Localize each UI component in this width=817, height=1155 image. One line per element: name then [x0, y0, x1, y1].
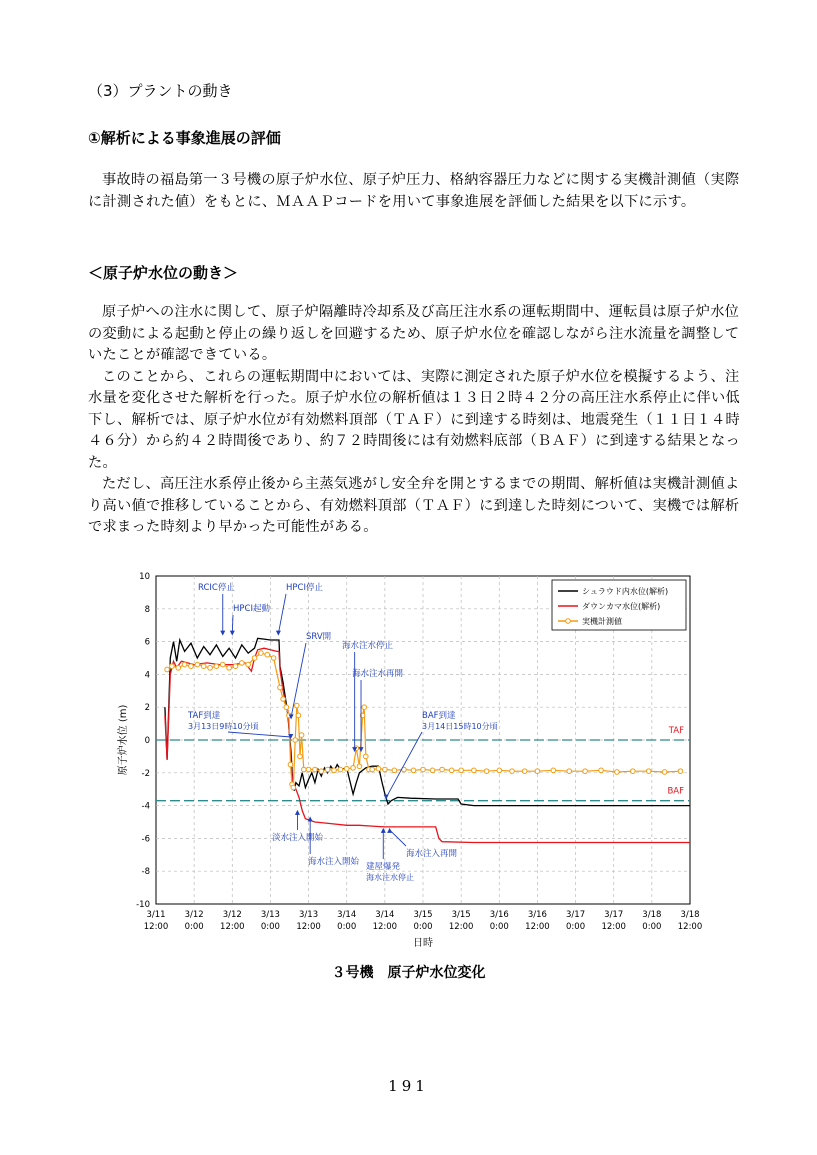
data-point: [313, 767, 318, 772]
x-tick-label: 3/17: [604, 910, 624, 920]
y-tick-label: -8: [141, 867, 150, 878]
data-point: [252, 656, 257, 661]
annotation-label: 海水注水再開: [352, 669, 404, 679]
y-tick-label: 0: [144, 736, 150, 746]
data-point: [497, 768, 502, 773]
x-tick-label: 0:00: [413, 922, 433, 932]
paragraph-1: [88, 170, 750, 213]
x-tick-label: 3/15: [413, 910, 433, 920]
x-tick-label: 3/16: [489, 910, 509, 920]
annotation-label: 海水注入再開: [406, 849, 458, 859]
data-point: [246, 662, 251, 667]
paragraph-4-text: ただし、高圧注水系停止後から主蒸気逃がし安全弁を開とするまでの期間、解析値は実機計測値より高い値で推移していることから、有効燃料頂部（ＴＡＦ）に到達した時刻について、実機では解析で求まった時刻より早かった可能性がある。: [88, 476, 740, 535]
data-point: [271, 656, 276, 661]
annotation-label: RCIC停止: [198, 583, 235, 593]
data-point: [440, 767, 445, 772]
x-tick-label: 12:00: [296, 922, 321, 932]
data-point: [599, 768, 604, 773]
data-point: [319, 769, 324, 774]
data-point: [281, 697, 286, 702]
data-point: [295, 703, 300, 708]
x-tick-label: 12:00: [525, 922, 550, 932]
data-point: [551, 768, 556, 773]
annotation-label: BAF到達: [422, 711, 456, 721]
x-tick-label: 3/12: [222, 910, 242, 920]
data-point: [227, 666, 232, 671]
annotation-label: HPCI起動: [233, 604, 270, 614]
data-point: [392, 768, 397, 773]
data-point: [430, 768, 435, 773]
annotation-sublabel: 3月14日15時10分頃: [422, 722, 498, 731]
legend-label: 実機計測値: [582, 617, 622, 626]
x-tick-label: 3/17: [566, 910, 586, 920]
data-point: [201, 664, 206, 669]
data-point: [278, 685, 283, 690]
water-level-chart: [110, 568, 710, 958]
x-tick-label: 0:00: [566, 922, 586, 932]
data-point: [363, 754, 368, 759]
data-point: [302, 767, 307, 772]
annotation-label: TAF到達: [188, 711, 221, 721]
x-tick-label: 3/11: [146, 910, 166, 920]
data-point: [459, 768, 464, 773]
data-point: [189, 664, 194, 669]
reference-line-label: TAF: [668, 726, 684, 736]
y-tick-label: -2: [141, 768, 150, 779]
data-point: [421, 767, 426, 772]
x-tick-label: 3/15: [451, 910, 471, 920]
data-point: [362, 705, 367, 710]
data-point: [351, 766, 356, 771]
data-point: [357, 764, 362, 769]
data-point: [678, 769, 683, 774]
x-axis-label: 日時: [413, 938, 433, 949]
data-point: [293, 738, 298, 743]
data-point: [630, 769, 635, 774]
data-point: [296, 713, 301, 718]
subheading-analysis: ①解析による事象進展の評価: [88, 129, 281, 147]
y-tick-label: 4: [144, 670, 150, 681]
y-tick-label: 6: [144, 637, 150, 648]
annotation-label: 海水注入開始: [308, 857, 360, 867]
subheading-water-level: ＜原子炉水位の動き＞: [88, 264, 239, 282]
data-point: [370, 767, 375, 772]
data-point: [583, 769, 588, 774]
y-tick-label: 10: [139, 572, 150, 582]
x-tick-label: 12:00: [220, 922, 245, 932]
y-tick-label: -6: [141, 834, 150, 845]
reference-line-label: BAF: [667, 786, 684, 797]
x-tick-label: 3/18: [642, 910, 662, 920]
y-tick-label: 2: [144, 703, 150, 714]
data-point: [344, 766, 349, 771]
x-tick-label: 3/14: [337, 910, 357, 920]
section-heading: （3）プラントの動き: [88, 82, 233, 100]
data-point: [176, 666, 181, 671]
data-point: [567, 769, 572, 774]
data-point: [535, 769, 540, 774]
data-point: [208, 666, 213, 671]
data-point: [338, 767, 343, 772]
legend-label: ダウンカマ水位(解析): [582, 602, 661, 611]
annotation-label: 淡水注入開始: [272, 833, 324, 843]
data-point: [240, 661, 245, 666]
x-tick-label: 12:00: [677, 922, 703, 932]
data-point: [522, 769, 527, 774]
data-point: [170, 664, 175, 669]
page-number: 191: [388, 1077, 429, 1095]
legend-marker: [566, 619, 571, 624]
legend-label: シュラウド内水位(解析): [582, 587, 669, 596]
data-point: [298, 754, 303, 759]
data-point: [615, 770, 620, 775]
data-point: [165, 667, 170, 672]
x-tick-label: 12:00: [143, 922, 169, 932]
x-tick-label: 0:00: [260, 922, 280, 932]
x-tick-label: 3/12: [184, 910, 204, 920]
y-tick-label: -4: [141, 801, 150, 812]
paragraph-2: [88, 302, 750, 539]
data-point: [411, 768, 416, 773]
x-tick-label: 12:00: [601, 922, 626, 932]
chart-caption: ３号機 原子炉水位変化: [331, 965, 486, 981]
annotation-label: 建屋爆発: [366, 862, 401, 872]
annotation-label: 海水注水停止: [342, 641, 394, 651]
x-tick-label: 0:00: [184, 922, 204, 932]
x-tick-label: 0:00: [642, 922, 662, 932]
y-tick-label: -10: [136, 900, 150, 910]
data-point: [259, 651, 264, 656]
paragraph-2-text: 原子炉への注水に関して、原子炉隔離時冷却系及び高圧注水系の運転期間中、運転員は原子炉水位の変動による起動と停止の繰り返しを回避するため、原子炉水位を確認しながら注水流量を調整していたことが確認できている。: [88, 304, 740, 363]
data-point: [182, 662, 187, 667]
data-point: [510, 769, 515, 774]
data-point: [195, 662, 200, 667]
annotation-sublabel: 3月13日9時10分頃: [188, 722, 259, 731]
data-point: [332, 768, 337, 773]
x-tick-label: 0:00: [337, 922, 357, 932]
data-point: [299, 733, 304, 738]
data-point: [325, 767, 330, 772]
data-point: [383, 767, 388, 772]
data-point: [376, 766, 381, 771]
y-axis-label: 原子炉水位 (m): [118, 704, 129, 776]
data-point: [449, 768, 454, 773]
annotation-label: HPCI停止: [286, 583, 323, 593]
data-point: [306, 767, 311, 772]
data-point: [291, 785, 296, 790]
x-tick-label: 12:00: [448, 922, 474, 932]
data-point: [662, 770, 667, 775]
data-point: [646, 769, 651, 774]
paragraph-1-text: 事故時の福島第一３号機の原子炉水位、原子炉圧力、格納容器圧力などに関する実機計測値（実際に計測された値）をもとに、ＭＡＡＰコードを用いて事象進展を評価した結果を以下に示す。: [88, 172, 740, 210]
data-point: [472, 768, 477, 773]
annotation-sublabel: 海水注水停止: [366, 873, 414, 882]
paragraph-3-text: このことから、これらの運転期間中においては、実際に測定された原子炉水位を模擬するよう、注水量を変化させた解析を行った。原子炉水位の解析値は１３日２時４２分の高圧注水系停止に伴い低下し、解析では、原子炉水位が有効燃料頂部（ＴＡＦ）に到達する時刻は、地震発生（１１日１４時４６分）から約４２時間後であり、約７２時間後には有効燃料底部（ＢＡＦ）に到達する結果となった。: [88, 368, 740, 471]
annotation-label: SRV開: [306, 632, 332, 642]
y-tick-label: 8: [144, 604, 150, 615]
data-point: [233, 664, 238, 669]
x-tick-label: 3/16: [527, 910, 547, 920]
data-point: [284, 705, 289, 710]
data-point: [265, 652, 270, 657]
x-tick-label: 3/14: [375, 910, 395, 920]
data-point: [288, 762, 293, 767]
x-tick-label: 0:00: [489, 922, 509, 932]
data-point: [214, 664, 219, 669]
data-point: [484, 769, 489, 774]
x-tick-label: 3/13: [260, 910, 280, 920]
data-point: [220, 662, 225, 667]
x-tick-label: 3/18: [680, 910, 700, 920]
x-tick-label: 12:00: [372, 922, 398, 932]
x-tick-label: 3/13: [299, 910, 319, 920]
